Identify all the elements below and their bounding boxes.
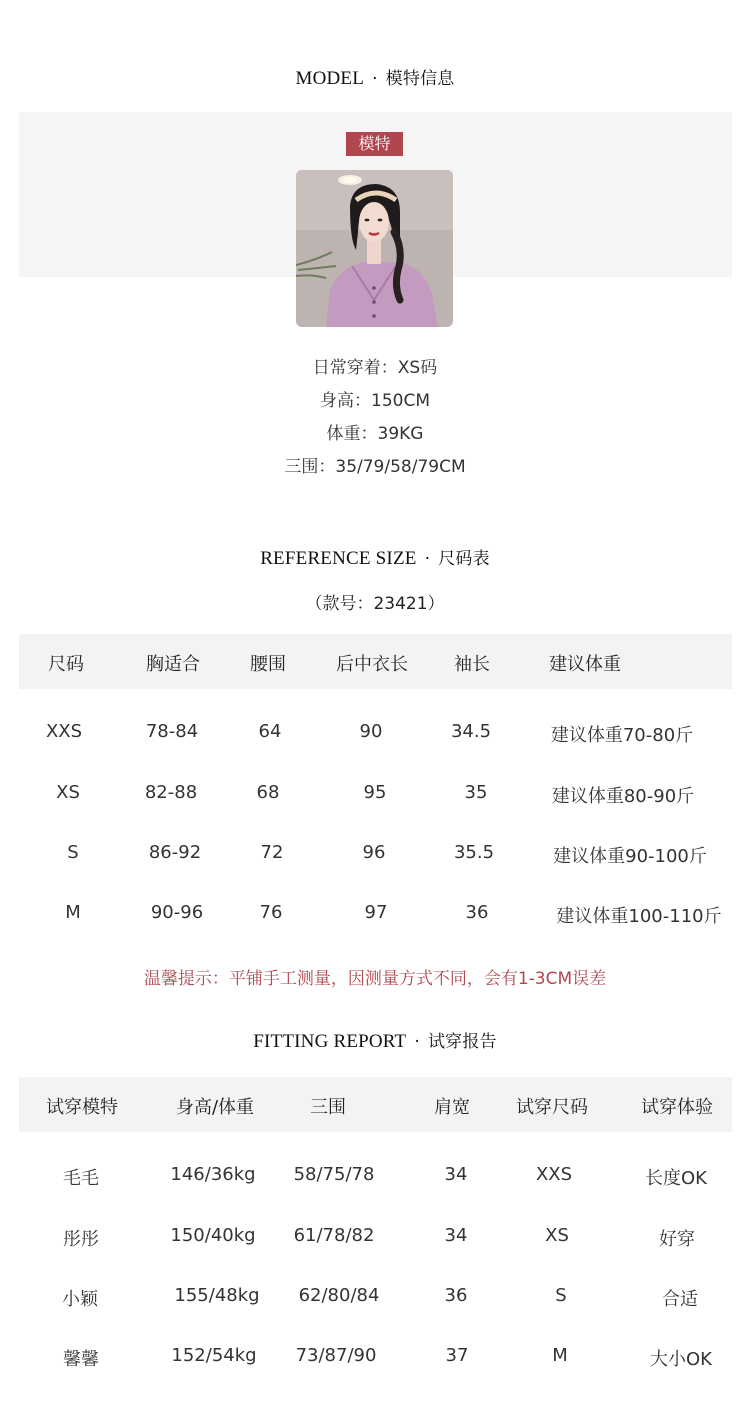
fitting-header-experience: 试穿体验 <box>641 1097 713 1118</box>
model-daily-size: 日常穿着：XS码 <box>312 358 438 378</box>
size-header-waist: 腰围 <box>250 654 286 675</box>
table-cell: 78-84 <box>145 721 199 742</box>
fitting-header-size: 试穿尺码 <box>516 1097 588 1118</box>
table-cell: 36 <box>465 902 489 923</box>
size-header-size: 尺码 <box>48 654 84 675</box>
model-title-cn: 模特信息 <box>385 69 455 89</box>
size-title-en: REFERENCE SIZE <box>260 548 417 569</box>
table-cell: 35 <box>464 782 488 803</box>
table-cell: 34 <box>444 1164 468 1185</box>
title-separator: · <box>414 1032 420 1052</box>
table-cell: XS <box>56 782 80 803</box>
table-cell: 37 <box>445 1345 469 1366</box>
table-cell: XXS <box>45 721 83 742</box>
fitting-table-header <box>19 1077 732 1132</box>
model-tag: 模特 <box>346 132 403 156</box>
title-separator: · <box>372 69 378 89</box>
table-cell: 152/54kg <box>171 1345 257 1366</box>
table-cell: XXS <box>535 1164 573 1185</box>
size-header-chest: 胸适合 <box>146 654 200 675</box>
fitting-header-model: 试穿模特 <box>46 1097 118 1118</box>
table-cell: 86-92 <box>148 842 202 863</box>
table-cell: S <box>67 842 79 863</box>
table-cell: 64 <box>258 721 282 742</box>
model-section-title <box>0 64 750 90</box>
fitting-section-title <box>0 1027 750 1053</box>
table-cell: 97 <box>364 902 388 923</box>
model-measurements: 三围：35/79/58/79CM <box>284 457 466 477</box>
table-cell: 90 <box>359 721 383 742</box>
table-cell: 76 <box>259 902 283 923</box>
table-cell: M <box>65 902 81 923</box>
table-cell: 95 <box>363 782 387 803</box>
fitting-header-height-weight: 身高/体重 <box>175 1097 255 1118</box>
table-cell: 长度OK <box>645 1168 707 1189</box>
table-cell: 建议体重70-80斤 <box>550 725 694 746</box>
table-cell: 68 <box>256 782 280 803</box>
table-cell: 90-96 <box>150 902 204 923</box>
fitting-title-en: FITTING REPORT <box>253 1031 407 1052</box>
size-title-cn: 尺码表 <box>438 549 490 569</box>
model-height: 身高：150CM <box>320 391 430 411</box>
table-cell: 58/75/78 <box>293 1164 375 1185</box>
size-header-length: 后中衣长 <box>336 654 408 675</box>
title-separator: · <box>424 549 431 569</box>
measurement-note: 温馨提示：平铺手工测量，因测量方式不同，会有1-3CM误差 <box>143 969 607 989</box>
fitting-header-shoulder: 肩宽 <box>434 1097 470 1118</box>
table-cell: 合适 <box>662 1289 698 1310</box>
table-cell: 155/48kg <box>174 1285 260 1306</box>
table-cell: 73/87/90 <box>295 1345 377 1366</box>
table-cell: 62/80/84 <box>298 1285 380 1306</box>
size-header-sleeve: 袖长 <box>454 654 490 675</box>
table-cell: 好穿 <box>659 1229 695 1250</box>
size-header-weight: 建议体重 <box>549 654 621 675</box>
table-cell: 大小OK <box>650 1349 712 1370</box>
table-cell: 34.5 <box>450 721 492 742</box>
table-cell: 馨馨 <box>63 1349 99 1370</box>
model-photo <box>296 170 453 327</box>
table-cell: 建议体重100-110斤 <box>556 906 722 927</box>
table-cell: XS <box>545 1225 569 1246</box>
table-cell: 小颖 <box>62 1289 98 1310</box>
fitting-title-cn: 试穿报告 <box>427 1032 497 1052</box>
table-cell: 82-88 <box>144 782 198 803</box>
style-number: （款号：23421） <box>305 594 445 614</box>
table-cell: 61/78/82 <box>293 1225 375 1246</box>
table-cell: 96 <box>362 842 386 863</box>
table-cell: 建议体重80-90斤 <box>551 786 695 807</box>
table-cell: 建议体重90-100斤 <box>553 846 707 867</box>
table-cell: 36 <box>444 1285 468 1306</box>
table-cell: 彤彤 <box>63 1229 99 1250</box>
table-cell: 146/36kg <box>170 1164 256 1185</box>
table-cell: M <box>552 1345 568 1366</box>
table-cell: 150/40kg <box>170 1225 256 1246</box>
fitting-header-measurements: 三围 <box>310 1097 346 1118</box>
model-title-en: MODEL <box>295 68 365 89</box>
table-cell: 毛毛 <box>63 1168 99 1189</box>
model-weight: 体重：39KG <box>326 424 424 444</box>
table-cell: S <box>555 1285 567 1306</box>
table-cell: 72 <box>260 842 284 863</box>
table-cell: 35.5 <box>453 842 495 863</box>
table-cell: 34 <box>444 1225 468 1246</box>
size-section-title <box>0 544 750 570</box>
